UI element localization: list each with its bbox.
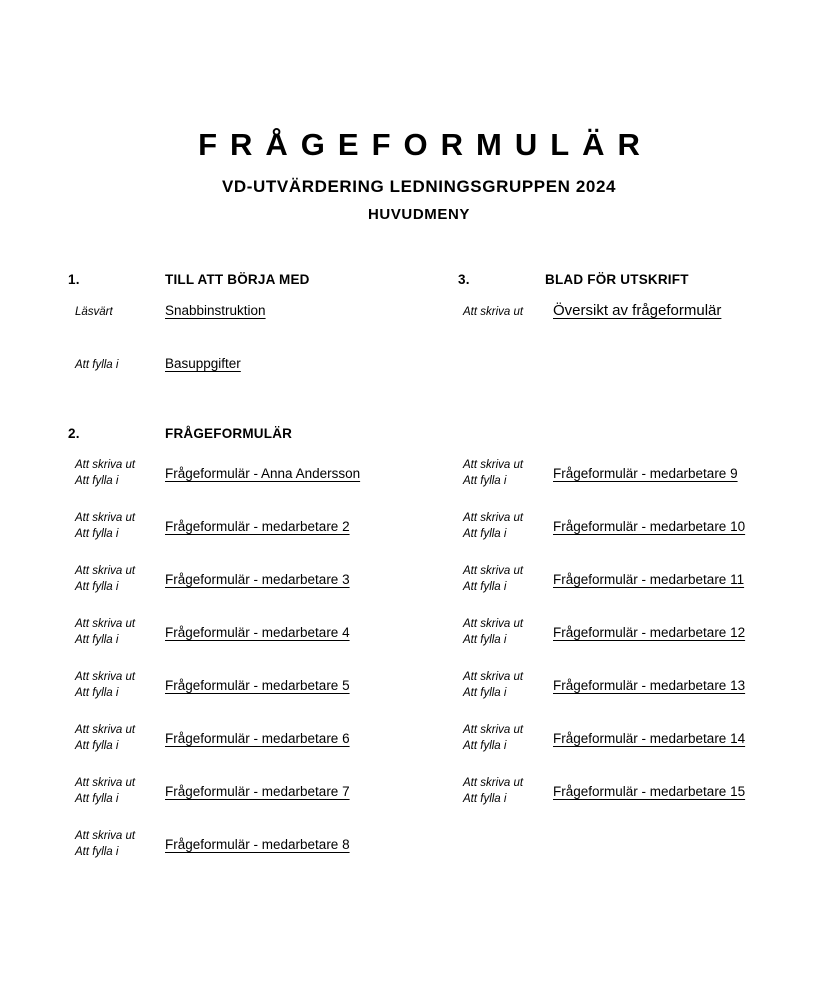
questionnaire-row: [75, 771, 360, 811]
fill-label: Att fylla i: [463, 475, 507, 487]
fill-label: Att fylla i: [463, 528, 507, 540]
print-row: [463, 302, 721, 320]
section-heading: FRÅGEFORMULÄR: [165, 426, 293, 441]
fill-label: Att fylla i: [463, 581, 507, 593]
row-action-labels: [75, 669, 163, 701]
print-label: Att skriva ut: [75, 830, 136, 842]
row-action-labels: [75, 457, 163, 489]
questionnaire-link[interactable]: Frågeformulär - medarbetare 13: [553, 677, 746, 693]
section-heading: BLAD FÖR UTSKRIFT: [545, 272, 689, 287]
print-label: Att skriva ut: [463, 512, 524, 524]
print-label: Att skriva ut: [75, 777, 136, 789]
row-action-labels: [463, 669, 551, 701]
questionnaire-row: [75, 824, 360, 864]
print-label: Att skriva ut: [463, 565, 524, 577]
fill-label: Att fylla i: [463, 687, 507, 699]
row-action-labels: [75, 616, 163, 648]
print-label: Att skriva ut: [463, 618, 524, 630]
basuppgifter-link[interactable]: Basuppgifter: [165, 356, 241, 371]
print-label: Att skriva ut: [463, 724, 524, 736]
questionnaire-row: [75, 559, 360, 599]
snabbinstruktion-link[interactable]: Snabbinstruktion: [165, 303, 266, 318]
questionnaire-link[interactable]: Frågeformulär - medarbetare 6: [165, 730, 350, 746]
questionnaire-row: [463, 453, 745, 493]
questionnaire-column-left: [75, 453, 360, 877]
print-label: Att skriva ut: [463, 777, 524, 789]
row-action-labels: [463, 616, 551, 648]
section-forms-header: [68, 426, 292, 441]
questionnaire-link[interactable]: Frågeformulär - Anna Andersson: [165, 465, 361, 481]
fill-label: Att fylla i: [75, 793, 119, 805]
section-print-header: [458, 272, 689, 287]
fill-label: Att fylla i: [75, 581, 119, 593]
questionnaire-row: [75, 506, 360, 546]
section-heading: TILL ATT BÖRJA MED: [165, 272, 310, 287]
print-label: Att skriva ut: [463, 671, 524, 683]
questionnaire-link[interactable]: Frågeformulär - medarbetare 3: [165, 571, 350, 587]
questionnaire-link[interactable]: Frågeformulär - medarbetare 2: [165, 518, 350, 534]
section-number: 1.: [68, 272, 80, 287]
questionnaire-link[interactable]: Frågeformulär - medarbetare 5: [165, 677, 350, 693]
row-action-labels: [75, 775, 163, 807]
questionnaire-row: [463, 506, 745, 546]
print-label: Att skriva ut: [75, 724, 136, 736]
fill-label: Att fylla i: [75, 634, 119, 646]
fill-label: Att fylla i: [463, 740, 507, 752]
row-action-label: Att fylla i: [75, 359, 119, 371]
questionnaire-link[interactable]: Frågeformulär - medarbetare 4: [165, 624, 350, 640]
start-row: [75, 356, 241, 373]
row-action-label: Läsvärt: [75, 306, 113, 318]
questionnaire-row: [463, 612, 745, 652]
questionnaire-row: [75, 612, 360, 652]
fill-label: Att fylla i: [75, 740, 119, 752]
fill-label: Att fylla i: [75, 846, 119, 858]
print-label: Att skriva ut: [75, 618, 136, 630]
row-action-labels: [463, 722, 551, 754]
oversikt-link[interactable]: Översikt av frågeformulär: [553, 302, 722, 319]
row-action-labels: [75, 828, 163, 860]
questionnaire-column-right: [463, 453, 745, 824]
row-action-labels: [75, 563, 163, 595]
questionnaire-row: [463, 718, 745, 758]
questionnaire-row: [75, 453, 360, 493]
section-number: 2.: [68, 426, 80, 441]
print-label: Att skriva ut: [75, 512, 136, 524]
questionnaire-row: [463, 665, 745, 705]
questionnaire-link[interactable]: Frågeformulär - medarbetare 14: [553, 730, 746, 746]
fill-label: Att fylla i: [463, 634, 507, 646]
questionnaire-row: [463, 771, 745, 811]
questionnaire-link[interactable]: Frågeformulär - medarbetare 10: [553, 518, 746, 534]
questionnaire-link[interactable]: Frågeformulär - medarbetare 12: [553, 624, 746, 640]
page-subtitle: VD-UTVÄRDERING LEDNINGSGRUPPEN 2024: [221, 177, 617, 196]
row-action-labels: [463, 510, 551, 542]
fill-label: Att fylla i: [75, 528, 119, 540]
print-label: Att skriva ut: [75, 565, 136, 577]
row-action-labels: [75, 510, 163, 542]
questionnaire-link[interactable]: Frågeformulär - medarbetare 7: [165, 783, 350, 799]
questionnaire-row: [75, 665, 360, 705]
fill-label: Att fylla i: [75, 475, 119, 487]
fill-label: Att fylla i: [75, 687, 119, 699]
row-action-labels: [463, 563, 551, 595]
section-number: 3.: [458, 272, 470, 287]
start-row: [75, 303, 266, 320]
questionnaire-link[interactable]: Frågeformulär - medarbetare 8: [165, 836, 350, 852]
questionnaire-link[interactable]: Frågeformulär - medarbetare 15: [553, 783, 746, 799]
fill-label: Att fylla i: [463, 793, 507, 805]
print-label: Att skriva ut: [463, 459, 524, 471]
questionnaire-link[interactable]: Frågeformulär - medarbetare 11: [553, 571, 745, 587]
print-label: Att skriva ut: [75, 671, 136, 683]
row-action-labels: [463, 457, 551, 489]
questionnaire-row: [75, 718, 360, 758]
row-action-label: Att skriva ut: [463, 306, 524, 318]
page-title: FRÅGEFORMULÄR: [198, 127, 653, 162]
row-action-labels: [463, 775, 551, 807]
row-action-labels: [75, 722, 163, 754]
print-label: Att skriva ut: [75, 459, 136, 471]
section-start-header: [68, 272, 310, 287]
questionnaire-row: [463, 559, 745, 599]
menu-heading: HUVUDMENY: [367, 206, 471, 223]
questionnaire-link[interactable]: Frågeformulär - medarbetare 9: [553, 465, 738, 481]
